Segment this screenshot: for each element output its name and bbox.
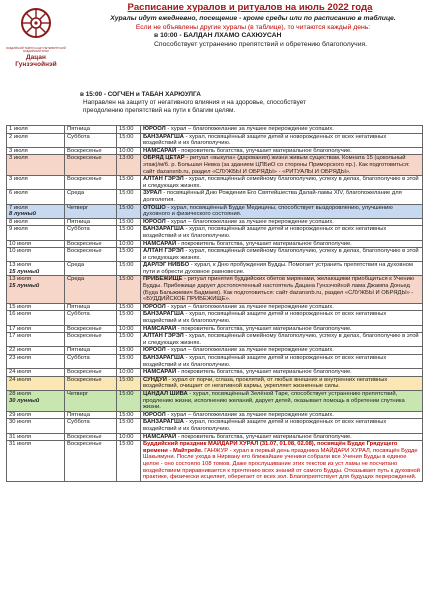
description-cell [141,262,423,276]
date-text: 3 июля [9,147,28,154]
logo-subtitle: БУДДИЙСКИЙ ТЕМПЛ САНКТ-ПЕТЕРБУРГСКИЙ БУДДИЙСКИЙ ХРАМ [6,47,66,54]
date-text: 24 июля [9,369,32,376]
date-cell [7,204,65,218]
date-cell [7,240,65,248]
table-row [7,204,423,218]
weekday-cell: Суббота [65,226,117,240]
khural-name: НАМСАРАЙ [143,369,177,376]
date-cell [7,441,65,482]
date-text: 13 июля [9,262,32,269]
khural-description: - хурал, посвящённый защите детей и новорожденных от всех негативных воздействий и их благополучию. [143,133,387,147]
date-cell [7,147,65,155]
khural-description: - хурал, посвящённый защите детей и новорожденных от всех негативных воздействий и их благополучию. [143,419,387,432]
khural-description: - покровитель богатства, улучшает материальное благополучие. [176,147,352,154]
date-text: 2 июля [9,133,28,140]
description-cell [141,369,423,377]
khural-name: НАМСАРАЙ [143,147,177,154]
date-text: 3 июля [9,176,28,183]
khural-description: - покровитель богатства, улучшает материальное благополучие. [176,325,352,332]
table-row [7,248,423,262]
khural-name: ЮРООЛ [143,218,166,225]
weekday-cell: Пятница [65,411,117,419]
time-cell: 10:00 [117,147,141,155]
time-cell: 15:00 [117,441,141,482]
date-cell [7,411,65,419]
table-row [7,411,423,419]
weekday-cell: Воскресенье [65,248,117,262]
table-row [7,126,423,134]
time-cell: 15:00 [117,311,141,325]
description-cell [141,226,423,240]
daily-note-title: в 15:00 - СОГЧЕН и ТАБАН ХАРЮУЛГА [80,91,201,98]
time-cell: 15:00 [117,303,141,311]
date-text: 15 июля [9,303,32,310]
khural-name: ЮРООЛ [143,126,166,132]
khural-name: БАНЗАРАГША [143,133,184,140]
description-cell [141,190,423,204]
khural-description: - хурал – благопожелание за лучшее перерождение усопших. [165,303,334,310]
date-text: 6 июля [9,190,28,197]
table-row [7,176,423,190]
date-text: 31 июля [9,441,32,448]
time-cell: 15:00 [117,133,141,147]
weekday-cell: Среда [65,276,117,303]
description-cell [141,126,423,134]
description-cell [141,419,423,433]
description-cell [141,433,423,441]
date-text: 28 июля [9,390,32,397]
weekday-cell: Суббота [65,133,117,147]
description-cell [141,303,423,311]
date-text: 16 июля [9,311,32,318]
khural-name: АЛТАН ГЭРЭЛ [143,176,184,183]
weekday-cell: Суббота [65,311,117,325]
khural-name: БАНЗАРАГША [143,226,184,233]
weekday-cell: Четверг [65,390,117,411]
time-cell: 13:00 [117,155,141,176]
date-text: 24 июля [9,376,32,383]
table-row [7,133,423,147]
description-cell [141,147,423,155]
date-text: 7 июля [9,204,28,211]
time-cell: 15:00 [117,333,141,347]
time-cell: 15:00 [117,411,141,419]
khural-description: - посвящённый Дню Рождения Его Святейшества Далай-ламы XIV, благопожелание для долголетия. [143,190,402,203]
daily-note-line-1: Направлен на защиту от негативного влияния и на здоровье, способствует [83,99,306,106]
table-row [7,218,423,226]
khural-name: ЮРООЛ [143,347,166,354]
time-cell: 15:00 [117,176,141,190]
khural-name: ЦАНДАЛ ШИВА [143,390,188,397]
weekday-cell: Пятница [65,303,117,311]
description-cell [141,311,423,325]
time-cell: 15:00 [117,376,141,390]
khural-name: БАНЗАРАГША [143,311,184,318]
time-cell: 10:00 [117,325,141,333]
table-row [7,226,423,240]
description-cell [141,248,423,262]
intro-line-4: Способствует устранению препятствий и обретению благополучия. [154,40,368,48]
khural-name: СУНДУЙ [143,376,167,383]
table-row [7,311,423,325]
khural-name: БАНЗАРАГША [143,355,184,361]
khural-description: - хурал – благопожелание за лучшее перерождение усопших. [165,347,334,354]
table-row [7,333,423,347]
date-text: 30 июля [9,419,32,426]
khural-name: ЮРООЛ [143,411,166,418]
weekday-cell: Воскресенье [65,369,117,377]
date-cell [7,262,65,276]
khural-name: НАМСАРАЙ [143,433,177,440]
weekday-cell: Среда [65,262,117,276]
date-cell [7,276,65,303]
table-row [7,441,423,482]
date-cell [7,176,65,190]
time-cell: 15:00 [117,204,141,218]
weekday-cell: Пятница [65,218,117,226]
table-row [7,419,423,433]
weekday-cell: Среда [65,190,117,204]
time-cell: 10:00 [117,240,141,248]
date-cell [7,333,65,347]
khural-name: АЛТАН ГЭРЭЛ [143,333,184,340]
table-row [7,240,423,248]
description-cell [141,218,423,226]
time-cell: 15:00 [117,276,141,303]
description-cell [141,411,423,419]
description-cell [141,276,423,303]
description-cell [141,176,423,190]
khural-description: - ритуал «выкупа» (дарования) жизни живым существам. Комната 15 (цокольный этаж)/м/б. р. Большая Невка (за зданием ЦПБиО со стороны Приморского пр.). Как подготовиться: сайт dazansnb.ru, раздел «СЛУЖБЫ И ОБРЯДЫ» - «РИТУАЛЫ И ОБРЯДЫ». [143,155,410,175]
date-text: 23 июля [9,355,32,361]
time-cell: 15:00 [117,355,141,369]
table-row [7,303,423,311]
table-row [7,262,423,276]
khural-description: - хурал, посвящённый защите детей и новорожденных от всех негативных воздействий и их благополучию. [143,226,387,239]
weekday-cell: Воскресенье [65,376,117,390]
time-cell: 10:00 [117,369,141,377]
date-text: 10 июля [9,240,32,247]
date-cell [7,303,65,311]
dharma-wheel-icon [19,6,53,40]
logo-name: Дацан Гунзэчойнэй [15,54,57,69]
weekday-cell: Суббота [65,355,117,369]
lunar-day: 8 лунный [9,211,37,218]
weekday-cell: Воскресенье [65,333,117,347]
date-text: 9 июля [9,226,28,233]
khural-description: - хурал, посвящённый семейному благополучию, успеху в делах, благополучию в этой и следующих жизнях. [143,248,419,261]
lunar-day: 15 лунный [9,283,40,290]
date-text: 13 июля [9,276,32,283]
khural-description: - хурал – благопожелание за лучшее перерождение усопших. [165,126,334,132]
table-row [7,347,423,355]
date-cell [7,133,65,147]
khural-description: - хурал, посвящённый защите детей и новорожденных от всех негативных воздействий и их благополучию. [143,355,387,368]
date-text: 10 июля [9,248,32,255]
date-cell [7,419,65,433]
date-cell [7,325,65,333]
date-cell [7,369,65,377]
description-cell [141,240,423,248]
weekday-cell: Пятница [65,347,117,355]
table-row [7,355,423,369]
table-row [7,369,423,377]
khural-description: - покровитель богатства, улучшает материальное благополучие. [176,369,352,376]
time-cell: 15:00 [117,390,141,411]
time-cell: 15:00 [117,190,141,204]
khural-description: - ритуал принятия буддийских обетов мирянами, желающими приобщиться к Учению Будды. Прибежище дарует достопочтенный настоятель Дацана Гунзэчойнэй лама Джампа Доньед (Буда Бальжиевич Бадмаев). Как подготовиться: сайт dazansnb.ru, раздел «СЛУЖБЫ И ОБРЯДЫ» - «БУДДИЙСКОЕ ПРИБЕЖИЩЕ». [143,276,415,303]
khural-description: - покровитель богатства, улучшает материальное благополучие. [176,240,352,247]
weekday-cell: Воскресенье [65,176,117,190]
khural-description: - хурал, посвящённый защите детей и новорожденных от всех негативных воздействий и их благополучию. [143,311,387,325]
weekday-cell: Четверг [65,204,117,218]
date-cell [7,126,65,134]
time-cell: 15:00 [117,262,141,276]
khural-description: - хурал, посвящённый Зелёной Таре, способствует устранению препятствий, продлению жизни, исполнению желаний, дарует детей, оказывает помощь в обретении спутника жизни. [143,390,405,411]
date-cell [7,218,65,226]
description-cell [141,347,423,355]
time-cell: 15:00 [117,218,141,226]
description-cell [141,390,423,411]
date-cell [7,155,65,176]
weekday-cell: Воскресенье [65,240,117,248]
date-cell [7,355,65,369]
description-cell [141,355,423,369]
khural-description: - хурал, посвящённый семейному благополучию, успеху в делах, благополучию в этой и следующих жизнях. [143,333,419,346]
khural-description: - хурал – благопожелание за лучшее перерождение усопших. [165,411,334,418]
weekday-cell: Воскресенье [65,155,117,176]
date-text: 29 июля [9,411,32,418]
description-cell [141,325,423,333]
time-cell: 15:00 [117,419,141,433]
description-cell [141,333,423,347]
khural-name: ПРИБЕЖИЩЕ [143,276,183,283]
table-row [7,390,423,411]
khural-name: НАМСАРАЙ [143,325,177,332]
table-row [7,325,423,333]
date-cell [7,226,65,240]
description-cell [141,133,423,147]
weekday-cell: Воскресенье [65,433,117,441]
description-cell [141,155,423,176]
khural-name: ОТОШО [143,204,166,211]
time-cell: 15:00 [117,226,141,240]
khural-description: - хурал – благопожелание за лучшее перерождение усопших. [165,218,334,225]
date-cell [7,311,65,325]
weekday-cell: Суббота [65,419,117,433]
khural-name: БАНЗАРАГША [143,419,184,426]
daily-note [78,91,418,115]
date-cell [7,190,65,204]
khural-description: - хурал, посвящённый семейному благополучию, успеху в делах, благополучию в этой и следующих жизнях. [143,176,419,189]
time-cell: 15:00 [117,248,141,262]
lunar-day: 30 лунный [9,397,40,404]
time-cell: 15:00 [117,126,141,134]
datsan-logo [6,4,66,74]
khural-description: - хурал от порчи, сглаза, проклятий, от любых внешних и внутренних негативных воздействий, очищает от негативной кармы, укрепляет жизненные силы. [143,376,388,390]
khural-name: АЛТАН ГЭРЭЛ [143,248,184,255]
khural-description: ГАНЖУР - хурал в первый день праздника МАЙДАРИ ХУРАЛ, посвящён Будде Шакьямуни. После ухода в Нирвану его ближайшие ученики собрали все Учения Будды в единое целое - оно состояло 108 томов. Даже прослушивание этих текстов из уст ламы не посчитано воздействием приравнивается к прочтению всех знаний от самого Будды. Отказывает путь к духовной практике, физически исцеляет, оберегает от всех зол. Благоприятствует для будущих перерождений. [143,447,420,481]
description-cell [141,376,423,390]
date-text: 8 июля [9,218,28,225]
table-row [7,155,423,176]
time-cell: 15:00 [117,347,141,355]
date-text: 31 июля [9,433,32,440]
lunar-day: 15 лунный [9,268,40,275]
table-row [7,147,423,155]
khural-name: Буддийский праздник МАЙДАРИ ХУРАЛ (31.07, 01.08, 02.08), посвящён Будде Грядущего времени - Майтрейе. [143,441,398,454]
khural-name: ДАРЛЭГ НИВБО [143,262,190,269]
weekday-cell: Воскресенье [65,325,117,333]
date-cell [7,376,65,390]
weekday-cell: Воскресенье [65,441,117,482]
date-cell [7,347,65,355]
intro-line-1: Хуралы идут ежедневно, посещение - кроме среды или по расписанию в таблице. [110,15,396,22]
khural-name: ЮРООЛ [143,303,166,310]
khural-name: ЗУРАЛ [143,190,162,197]
intro-line-2: Если не объявлены другие хуралы (в таблице), то читаются каждый день: [135,23,371,31]
intro-block [84,15,422,49]
time-cell: 10:00 [117,433,141,441]
date-cell [7,433,65,441]
khural-name: ОБРЯД ЦЕТАР [143,155,185,162]
weekday-cell: Пятница [65,126,117,134]
date-cell [7,248,65,262]
table-row [7,433,423,441]
description-cell [141,204,423,218]
schedule-table [6,125,423,482]
date-text: 1 июля [9,126,28,132]
date-text: 17 июля [9,325,32,332]
date-text: 17 июля [9,333,32,340]
khural-description: - хурал, к Дню пробуждения Будды. Помогает устранить препятствия на духовном пути и обрести духовное равновесие. [143,262,413,275]
table-row [7,276,423,303]
khural-description: - хурал, посвящённый Будде Медицины, способствует выздоровлению, улучшению духовного и физического состояния. [143,204,393,218]
daily-note-line-2: преодолению препятствий на пути к благим целям. [83,107,236,114]
description-cell [141,441,423,482]
khural-description: - покровитель богатства, улучшает материальное благополучие. [176,433,352,440]
date-text: 22 июля [9,347,32,354]
khural-name: НАМСАРАЙ [143,240,177,247]
page-title: Расписание хуралов и ритуалов на июль 2022 года [127,2,373,13]
date-text: 3 июля [9,155,28,162]
table-row [7,376,423,390]
table-row [7,190,423,204]
weekday-cell: Воскресенье [65,147,117,155]
intro-line-3: в 10:00 - БАЛДАН ЛХАМО САХЮУСАН [154,32,282,40]
date-cell [7,390,65,411]
